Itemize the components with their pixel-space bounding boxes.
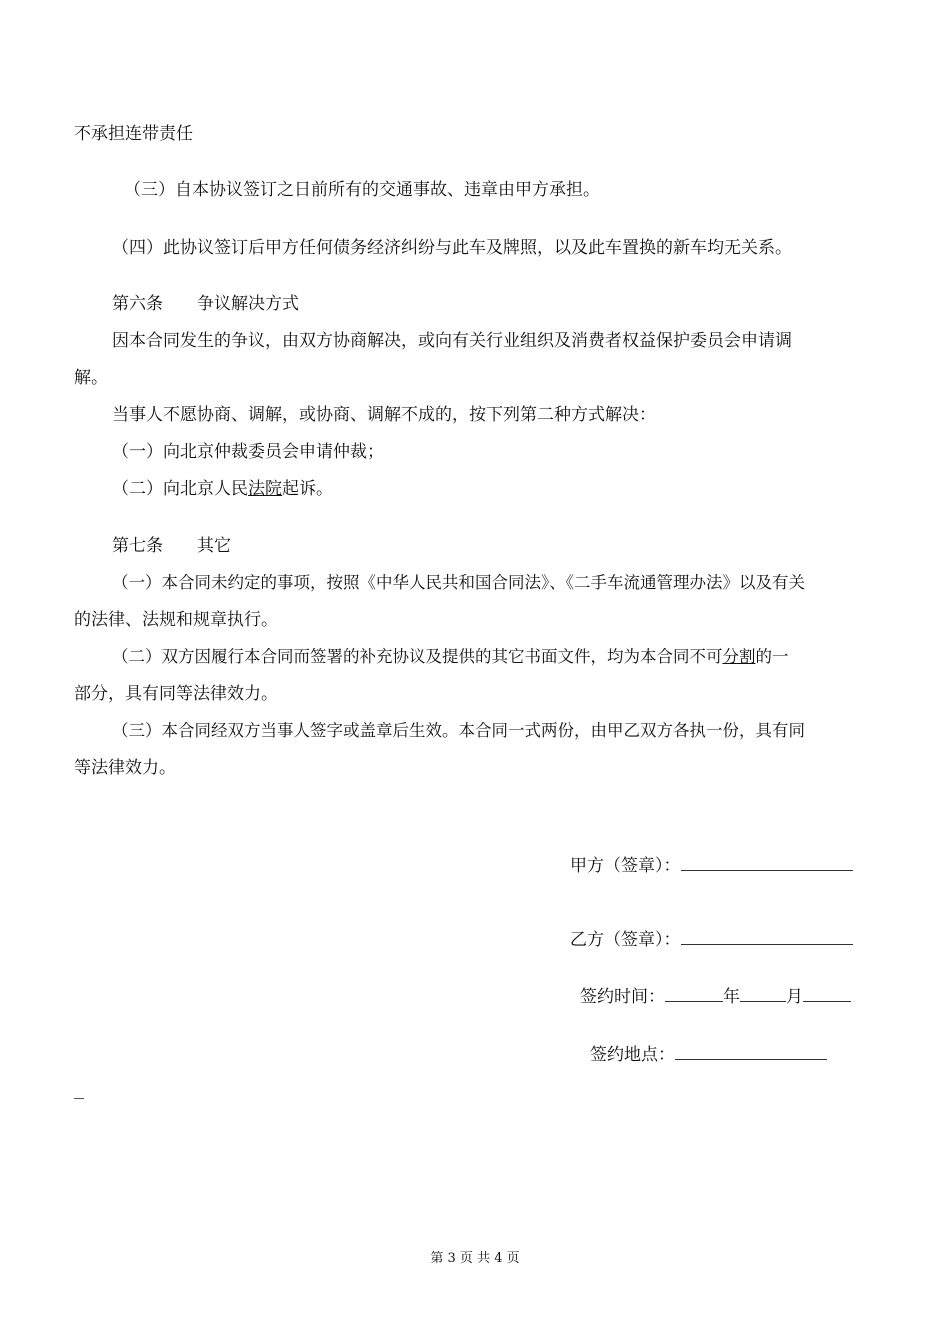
paragraph-continuation: 不承担连带责任 <box>74 124 193 144</box>
court-link-text: 法院 <box>248 479 282 499</box>
article-7-paragraph-3-line-1: （三）本合同经双方当事人签字或盖章后生效。本合同一式两份，由甲乙双方各执一份，具有同 <box>112 721 805 740</box>
page-footer: 第 3 页 共 4 页 <box>430 1251 520 1266</box>
signing-place-label: 签约地点： <box>590 1045 675 1065</box>
article-7-heading <box>112 534 231 558</box>
signing-date-row <box>580 985 851 1009</box>
article-6-paragraph-1-line-1: 因本合同发生的争议，由双方协商解决，或向有关行业组织及消费者权益保护委员会申请调 <box>112 331 792 351</box>
article-7-paragraph-3-line-2: 等法律效力。 <box>74 758 176 778</box>
signing-place-row <box>590 1043 827 1067</box>
article-6-option-1: （一）向北京仲裁委员会申请仲裁； <box>112 442 384 462</box>
article-6-title: 争议解决方式 <box>197 294 299 314</box>
clause-item-4: （四）此协议签订后甲方任何债务经济纠纷与此车及牌照，以及此车置换的新车均无关系。 <box>112 238 792 258</box>
article-7-number: 第七条 <box>112 536 163 556</box>
clause-item-3: （三）自本协议签订之日前所有的交通事故、违章由甲方承担。 <box>124 180 600 200</box>
article-6-heading <box>112 292 299 316</box>
signing-day-blank[interactable] <box>803 985 851 1002</box>
article-6-paragraph-2: 当事人不愿协商、调解，或协商、调解不成的，按下列第二种方式解决： <box>112 405 656 425</box>
year-label: 年 <box>723 987 740 1007</box>
signing-year-blank[interactable] <box>665 985 723 1002</box>
article-6-option-2-text-b: 起诉。 <box>282 479 333 499</box>
article-7-paragraph-2-text-a: （二）双方因履行本合同而签署的补充协议及提供的其它书面文件，均为本合同不可 <box>112 647 723 666</box>
signing-place-blank[interactable] <box>675 1043 827 1060</box>
article-7-paragraph-1-line-2: 的法律、法规和规章执行。 <box>74 610 278 630</box>
article-7-paragraph-1-line-1: （一）本合同未约定的事项，按照《中华人民共和国合同法》、《二手车流通管理办法》以及有关 <box>112 573 805 592</box>
article-6-option-2-text-a: （二）向北京人民 <box>112 479 248 499</box>
article-7-underlined-term: 分割 <box>722 647 756 666</box>
article-7-paragraph-2-line-1 <box>112 645 789 669</box>
party-b-signature-blank[interactable] <box>681 928 853 945</box>
party-a-signature-row <box>570 854 853 878</box>
month-label: 月 <box>786 987 803 1007</box>
signing-date-label: 签约时间： <box>580 987 665 1007</box>
article-7-title: 其它 <box>197 536 231 556</box>
article-7-paragraph-2-line-2: 部分，具有同等法律效力。 <box>74 684 278 704</box>
article-6-number: 第六条 <box>112 294 163 314</box>
signing-month-blank[interactable] <box>740 985 786 1002</box>
article-7-paragraph-2-text-b: 的一 <box>755 647 789 666</box>
stray-underline-mark <box>74 1098 84 1099</box>
article-6-paragraph-1-line-2: 解。 <box>74 368 108 388</box>
party-a-label: 甲方（签章）： <box>570 856 681 876</box>
party-b-label: 乙方（签章）： <box>570 930 681 950</box>
article-6-option-2 <box>112 477 333 501</box>
party-b-signature-row <box>570 928 853 952</box>
party-a-signature-blank[interactable] <box>681 854 853 871</box>
